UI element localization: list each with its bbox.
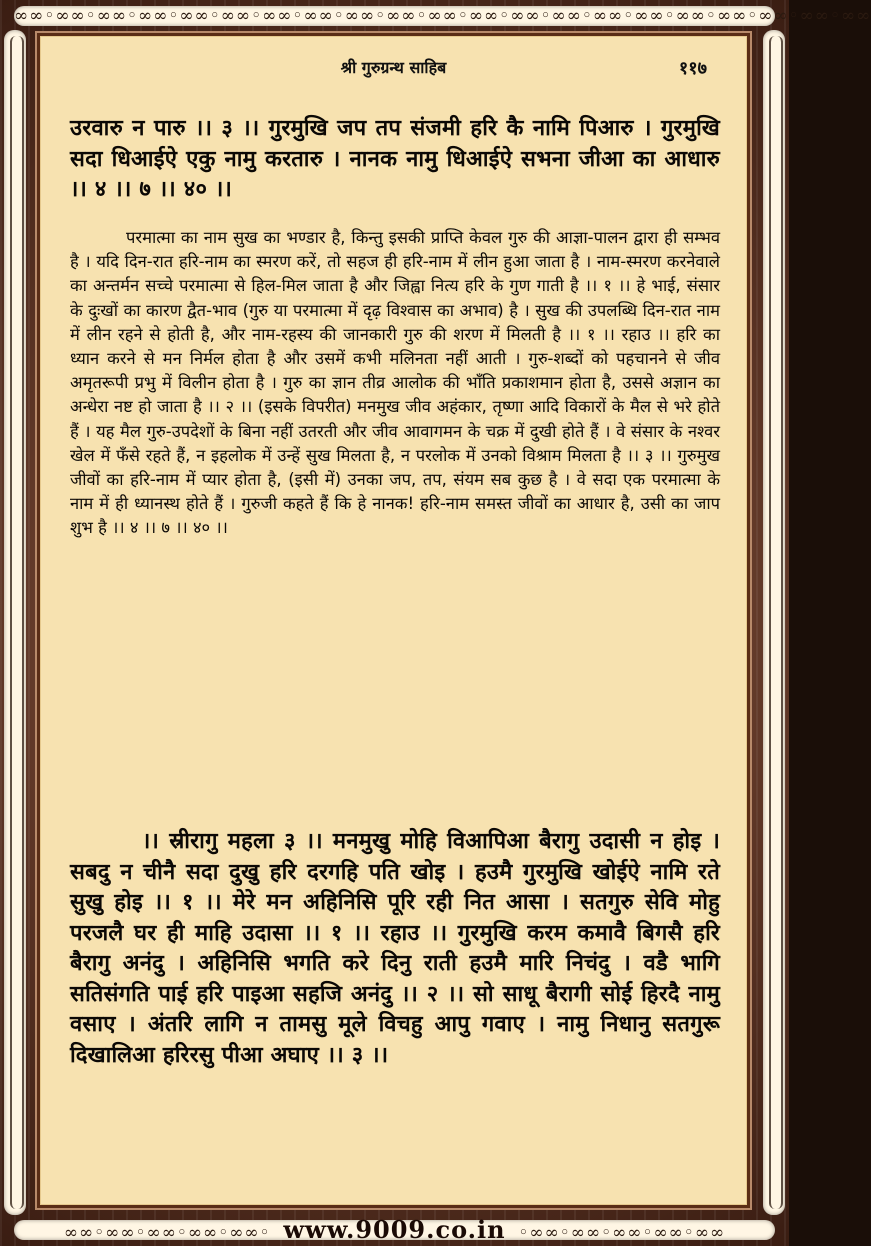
page-title: श्री गुरुग्रन्थ साहिब [340,58,447,77]
commentary-paragraph: परमात्मा का नाम सुख का भण्डार है, किन्तु इसकी प्राप्ति केवल गुरु की आज्ञा-पालन द्वारा ही सम्भव है । यदि दिन-रात हरि-नाम का स्मरण करें, तो सहज ही हरि-नाम में लीन हुआ जाता है । नाम-स्मरण करनेवाले का अन्तर्मन सच्चे परमात्मा से हिल-मिल जाता है और जिह्वा नित्य हरि के गुण गाती है ।। १ ।। हे भाई, संसार के दुःखों का कारण द्वैत-भाव (गुरु या परमात्मा में दृढ़ विश्वास का अभाव) है । सुख की उपलब्धि दिन-रात नाम में लीन रहने से होती है, और नाम-रहस्य की जानकारी गुरु की शरण में मिलती है ।। १ ।। रहाउ ।। हरि का ध्यान करने से मन निर्मल होता है और उसमें कभी मलिनता नहीं आती । गुरु-शब्दों को पहचानने से जीव अमृतरूपी प्रभु में विलीन होता है । गुरु का ज्ञान तीव्र आलोक की भाँति प्रकाशमान होता है, उससे अज्ञान का अन्धेरा नष्ट हो जाता है ।। २ ।। (इसके विपरीत) मनमुख जीव अहंकार, तृष्णा आदि विकारों के मैल से भरे होते हैं । यह मैल गुरु-उपदेशों के बिना नहीं उतरती और जीव आवागमन के चक्र में दुखी होते हैं । वे संसार के नश्वर खेल में फँसे रहते हैं, न इहलोक में उन्हें सुख मिलता है, न परलोक में उनको विश्राम मिलता है ।। ३ ।। गुरुमुख जीवों का हरि-नाम में प्यार होता है, (इसी में) उनका जप, तप, संयम सब कुछ है । वे सदा एक परमात्मा के नाम में ही ध्यानस्थ होते हैं । गुरुजी कहते हैं कि हे नानक! हरि-नाम समस्त जीवों का आधार है, उसी का जाप शुभ है ।। ४ ।। ७ ।। ४० ।। [70,228,720,538]
scripture-page [37,33,750,1208]
top-ornament-border: ∞∞◦∞∞◦∞∞◦∞∞◦∞∞◦∞∞◦∞∞◦∞∞◦∞∞◦∞∞◦∞∞◦∞∞◦∞∞◦∞∞◦∞∞◦∞∞◦∞∞◦∞∞◦∞∞◦∞∞◦∞∞ [14,6,871,26]
right-ornament-border [763,30,785,1215]
bottom-ornament-border: ∞∞◦∞∞◦∞∞◦∞∞◦∞∞◦ www.9009.co.in ◦∞∞◦∞∞◦∞∞◦∞∞◦∞∞ [14,1220,775,1240]
verse-block-1: उरवारु न पारु ।। ३ ।। गुरमुखि जप तप संजमी हरि कै नामि पिआरु । गुरमुखि सदा धिआईऐ एकु नामु करतारु । नानक नामु धिआईऐ सभना जीआ का आधारु ।। ४ ।। ७ ।। ४० ।। [70,116,720,202]
page-number: ११७ [678,58,707,79]
page-header [40,56,747,84]
left-ornament-border [4,30,26,1215]
verse-block-2: ।। स्रीरागु महला ३ ।। मनमुखु मोहि विआपिआ बैरागु उदासी न होइ । सबदु न चीनै सदा दुखु हरि दरगहि पति खोइ । हउमै गुरमुखि खोईऐ नामि रते सुखु होइ ।। १ ।। मेरे मन अहिनिसि पूरि रही नित आसा । सतगुरु सेवि मोहु परजलै घर ही माहि उदासा ।। १ ।। रहाउ ।। गुरमुखि करम कमावै बिगसै हरि बैरागु अनंदु । अहिनिसि भगति करे दिनु राती हउमै मारि निचंदु । वडै भागि सतिसंगति पाई हरि पाइआ सहजि अनंदु ।। २ ।। सो साधू बैरागी सोई हिरदै नामु वसाए । अंतरि लागि न तामसु मूले विचहु आपु गवाए । नामु निधानु सतगुरू दिखालिआ हरिरसु पीआ अघाए ।। ३ ।। [70,829,720,1068]
website-watermark: www.9009.co.in [283,1215,506,1244]
